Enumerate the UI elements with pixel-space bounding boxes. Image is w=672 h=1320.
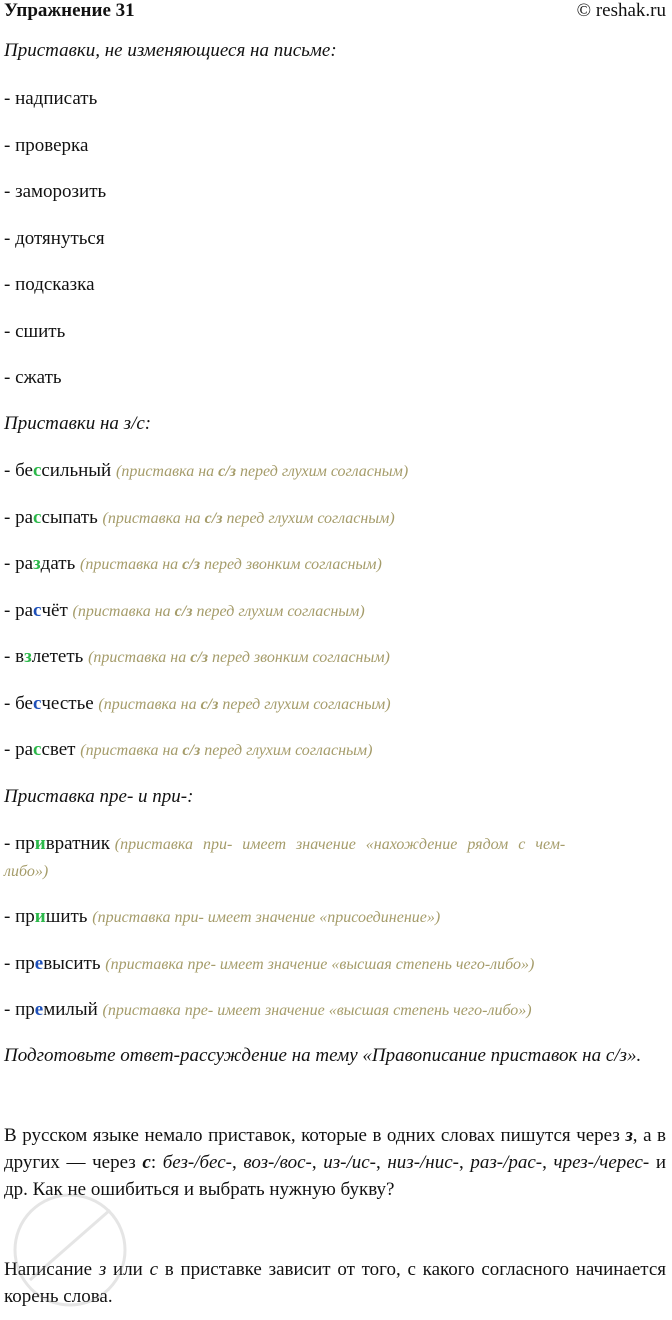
word-part: - ра — [4, 507, 34, 528]
highlighted-letter: с — [33, 600, 42, 621]
list-item — [4, 906, 666, 928]
list-item — [4, 507, 666, 529]
highlighted-letter: и — [34, 833, 46, 854]
highlighted-letter: с — [32, 693, 42, 714]
list-item — [4, 460, 666, 482]
list-item: - подсказка — [4, 274, 95, 295]
word-part: дать — [40, 553, 76, 574]
task-text: Подготовьте ответ-рассуждение на тему «Правописание приставок на с/з». — [4, 1045, 642, 1066]
highlighted-letter: е — [34, 953, 44, 974]
explanation-note: (приставка пре- имеет значение «высшая степень чего-либо») — [105, 956, 535, 973]
word-part: - бе — [4, 693, 33, 714]
list-item — [4, 693, 666, 715]
list-item: - надписать — [4, 88, 98, 109]
explanation-note: (приставка на с/з перед глухим согласным) — [80, 742, 373, 759]
site-brand[interactable]: © reshak.ru — [576, 0, 666, 21]
explanation-note: (приставка при- имеет значение «присоединение») — [92, 909, 441, 926]
explanation-note: (приставка при- имеет значение «нахождение рядом с чем- — [114, 836, 566, 853]
explanation-note: (приставка на с/з перед глухим согласным) — [98, 696, 391, 713]
explanation-note: (приставка пре- имеет значение «высшая степень чего-либо») — [102, 1002, 532, 1019]
section-heading-pre-pri: Приставка пре- и при-: — [4, 786, 194, 807]
word-part: - ра — [4, 600, 34, 621]
list-item — [4, 553, 666, 575]
list-item: - сшить — [4, 321, 66, 342]
list-item: - заморозить — [4, 181, 107, 202]
explanation-note-continued: либо») — [4, 863, 49, 880]
list-item — [4, 646, 666, 668]
word-part: чёт — [41, 600, 68, 621]
word-part: вратник — [45, 833, 110, 854]
highlighted-letter: з — [33, 553, 41, 574]
list-item — [4, 953, 666, 975]
list-item: - сжать — [4, 367, 62, 388]
list-item — [4, 739, 666, 761]
highlighted-letter: с — [33, 507, 42, 528]
word-part: - в — [4, 646, 25, 667]
word-part: лететь — [31, 646, 84, 667]
explanation-note: (приставка на с/з перед звонким согласным) — [88, 649, 390, 666]
section-heading-unchanged: Приставки, не изменяющиеся на письме: — [4, 40, 337, 61]
highlighted-letter: з — [24, 646, 32, 667]
explanation-note: (приставка на с/з перед глухим согласным) — [115, 463, 409, 480]
word-part: - пр — [4, 906, 35, 927]
word-part: - пр — [4, 999, 35, 1020]
section-heading-zs: Приставки на з/с: — [4, 413, 152, 434]
watermark-logo — [0, 1170, 150, 1320]
word-part: свет — [41, 739, 76, 760]
list-item: - дотянуться — [4, 228, 105, 249]
highlighted-letter: с — [32, 460, 42, 481]
word-part: высить — [43, 953, 101, 974]
answer-paragraph-2: Написание з или с в приставке зависит от того, с какого согласного начинается корень слова. — [4, 1259, 666, 1307]
exercise-title: Упражнение 31 — [4, 0, 135, 21]
list-item — [4, 833, 666, 855]
explanation-note: (приставка на с/з перед звонким согласным) — [79, 556, 382, 573]
word-part: - пр — [4, 953, 35, 974]
highlighted-letter: с — [33, 739, 42, 760]
word-part: сыпать — [41, 507, 98, 528]
list-item — [4, 999, 666, 1021]
word-part: - ра — [4, 739, 34, 760]
word-part: милый — [43, 999, 98, 1020]
page-header — [4, 0, 666, 26]
word-part: - ра — [4, 553, 34, 574]
word-part: шить — [45, 906, 88, 927]
highlighted-letter: е — [34, 999, 44, 1020]
answer-paragraph-1: В русском языке немало приставок, которые в одних словах пишутся через з, а в других — через с: без-/бес-, воз-/вос-, из-/ис-, низ-/нис-, раз-/рас-, чрез-/черес- и др. Как не ошибиться и выбрать нужную букву? — [4, 1125, 666, 1200]
explanation-note: (приставка на с/з перед глухим согласным) — [72, 603, 365, 620]
word-part: - пр — [4, 833, 35, 854]
highlighted-letter: и — [34, 906, 46, 927]
word-part: сильный — [41, 460, 112, 481]
explanation-note: (приставка на с/з перед глухим согласным) — [102, 510, 395, 527]
list-item: - проверка — [4, 135, 89, 156]
list-item — [4, 600, 666, 622]
word-part: - бе — [4, 460, 33, 481]
word-part: честье — [41, 693, 94, 714]
